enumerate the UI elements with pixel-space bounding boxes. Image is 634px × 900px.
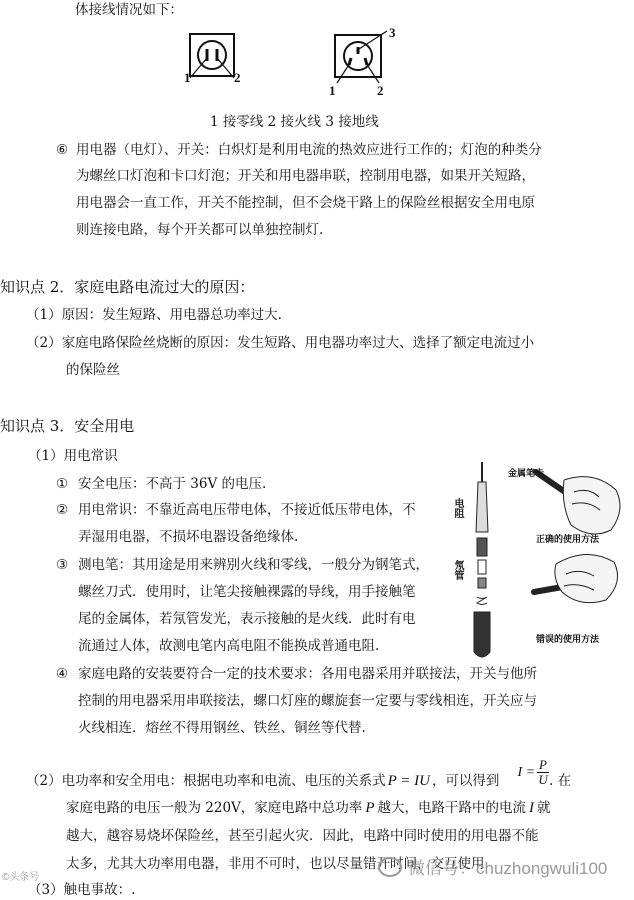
item6-line-4: 则连接电路，每个开关都可以单独控制灯. [76,222,324,238]
kp3-i1-text: 安全电压：不高于 36V 的电压. [78,476,267,492]
kp3-i2-line-1: 用电常识：不靠近高电压带电体，不接近低压带电体，不 [78,502,416,518]
kp3-i3-line-1: 测电笔：其用途是用来辨别火线和零线，一般分为钢笔式， [78,557,429,573]
kp3-sub2-part3: . 在 [549,772,572,789]
kp3-i3-line-4: 流通过人体，故测电笔内高电阻不能换成普通电阻. [78,638,380,654]
socket-right-label-1: 1 [329,83,336,98]
watermark-right [378,854,607,879]
figure-caption-correct: 正确的使用方法 [536,535,600,545]
kp3-i2-marker: ② [56,502,69,518]
watermark-right-text: 微信号：chuzhongwuli100 [408,859,608,878]
kp3-i4-line-2: 控制的用电器采用串联接法，螺口灯座的螺旋套一定要与零线相连，开关应与 [78,693,537,709]
kp3-sub2-line2-a: 家庭电路的电压一般为 220V，家庭电路中总功率 [66,800,363,816]
kp3-sub2-line-4: 太多，尤其大功率用电器，非用不可时，也以尽量错开时间，交互使用. [66,856,489,872]
kp2-p2-line-2: 的保险丝 [66,362,120,378]
kp3-sub2-line2-b: 越大，电路干路中的电流 [377,800,526,816]
figure-label-neon-tube: 氖管 [452,560,463,580]
item6-line-2: 为螺丝口灯泡和卡口灯泡；开关和用电器串联，控制用电器，如果开关短路， [76,168,535,184]
intro-line: 体接线情况如下： [75,2,183,18]
socket-left-label-1: 1 [184,70,191,85]
kp3-title: 知识点 3．安全用电 [0,417,135,435]
formula2-fraction [537,758,549,787]
watermark-left: ©头条号 [2,872,40,883]
kp2-p2-line-1: （2）家庭电路保险丝烧断的原因：发生短路、用电器功率过大、选择了额定电流过小 [26,335,535,351]
kp3-sub2-line-3: 越大，越容易烧坏保险丝，甚至引起火灾．因此，电路中同时使用的用电器不能 [66,828,539,844]
kp3-i4-line-1: 家庭电路的安装要符合一定的技术要求：各用电器采用并联接法，开关与他所 [78,666,537,682]
kp3-i4-line-3: 火线相连．熔丝不得用钢丝、铁丝、铜丝等代替. [78,720,366,736]
formula-i-equals-p-over-u [517,758,549,787]
figure-label-resistor: 电阻 [452,498,463,518]
kp3-sub2-part1: （2）电功率和安全用电：根据电功率和电流、电压的关系式 [26,772,386,789]
two-pin-socket-diagram [178,30,248,100]
kp3-i2-line-2: 弄湿用电器，不损坏电器设备绝缘体. [78,529,299,545]
test-pen-illustration [444,452,630,662]
kp3-sub2-line2-c: 就 [536,800,551,816]
kp3-sub2-line2-p: P [365,800,375,816]
kp3-i4-marker: ④ [56,666,69,682]
item6-line-1: 用电器（电灯）、开关：白炽灯是利用电流的热效应进行工作的；灯泡的种类分 [76,142,542,158]
item6-line-3: 用电器会一直工作，开关不能控制，但不会烧干路上的保险丝根据安全用电原 [76,195,535,211]
kp3-i3-line-3: 尾的金属体，若氖管发光，表示接触的是火线．此时有电 [78,611,416,627]
figure-label-metal-clip: 金属笔卡 [508,469,545,479]
kp3-i1-marker: ① [56,476,69,492]
kp3-i3-line-2: 螺丝刀式．使用时，让笔尖接触裸露的导线，用手接触笔 [78,584,416,600]
kp3-sub2-line-2 [66,798,550,818]
wechat-icon [378,857,402,877]
kp3-i3-marker: ③ [56,557,69,573]
formula2-lhs: I = [517,764,536,780]
kp3-sub3: （3）触电事故：. [28,882,136,898]
kp3-sub1: （1）用电常识 [28,448,118,464]
kp2-p1: （1）原因：发生短路、用电器总功率过大. [26,307,282,323]
socket-right-label-2: 2 [377,83,384,98]
figure-caption-wrong: 错误的使用方法 [536,635,600,645]
formula2-denominator: U [538,772,548,787]
item6-marker: ⑥ [56,142,69,158]
test-pen-figure [444,452,630,662]
socket-right-label-3: 3 [389,25,396,40]
two-pin-socket-icon [178,30,248,100]
socket-left-label-2: 2 [234,70,241,85]
kp3-sub2-part2: ，可以得到 [431,772,500,789]
socket-caption: 1 接零线 2 接火线 3 接地线 [210,114,379,130]
kp3-sub2-line-1 [26,757,572,795]
formula-p-equals-iu: P = IU [387,772,430,789]
three-pin-socket-diagram [325,25,405,100]
kp2-title: 知识点 2．家庭电路电流过大的原因： [0,278,255,296]
formula2-numerator: P [539,757,547,772]
kp3-sub2-line2-i: I [528,800,534,816]
